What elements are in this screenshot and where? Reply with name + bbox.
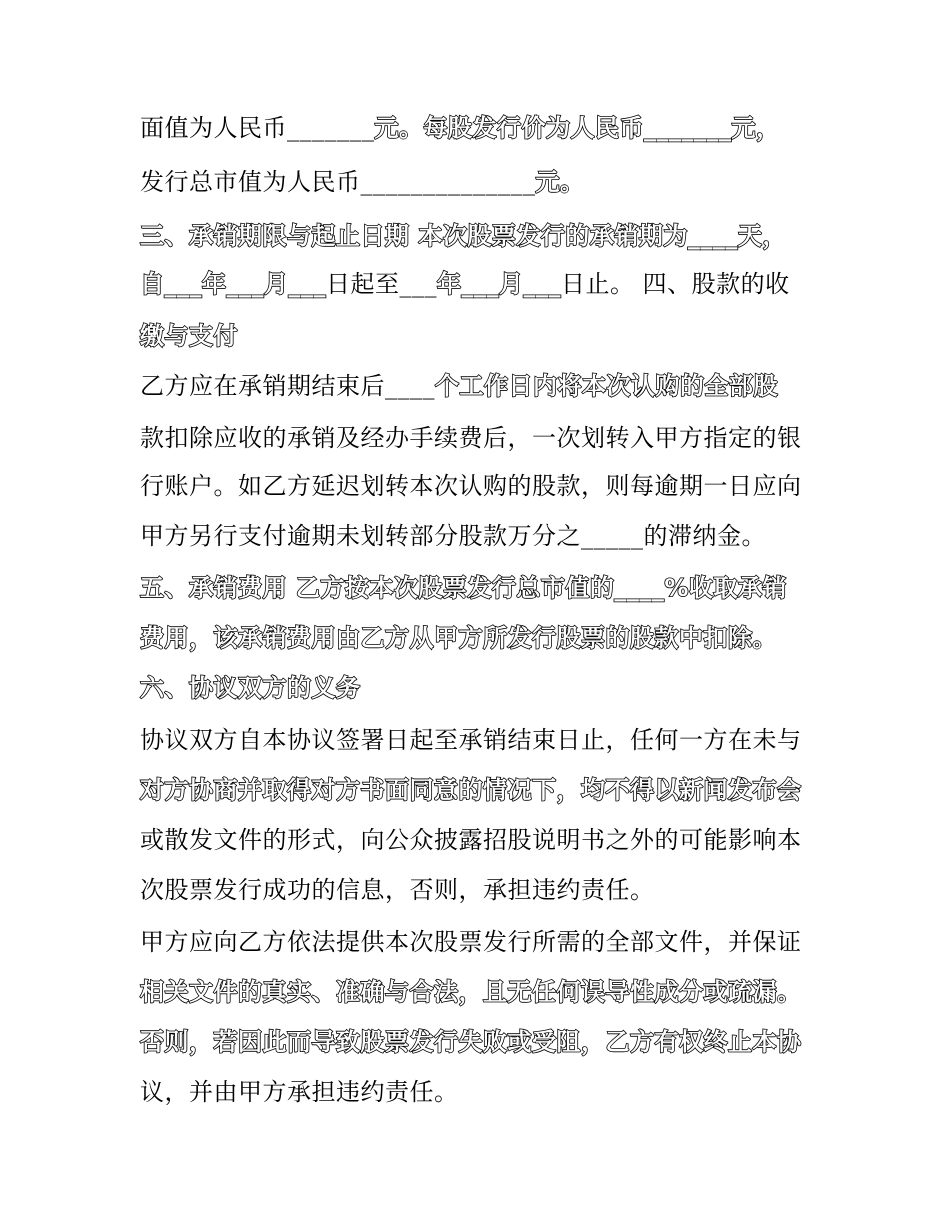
section-heading-line bbox=[140, 216, 787, 256]
text-segment: 元。 bbox=[535, 168, 585, 196]
text-segment: 相关文件的真实、准确与合法，且无任何误导性成分或疏漏。 bbox=[140, 978, 802, 1006]
text-line bbox=[140, 516, 766, 556]
text-segment: 自___年___月___ bbox=[140, 270, 326, 298]
text-segment: 甲方另行支付逾期未划转部分股款万分之_____的滞纳金。 bbox=[140, 522, 766, 550]
text-line bbox=[140, 618, 777, 658]
text-segment: 或散发文件的形式，向公众披露招股说明书之外的可能影响本 bbox=[140, 826, 802, 854]
section-heading-line bbox=[140, 568, 787, 608]
text-line bbox=[140, 108, 781, 148]
text-segment: 行账户。如乙方延迟划转本次认购的股款，则每逾期一日应向 bbox=[140, 472, 802, 500]
text-segment: 缴与支付 bbox=[140, 322, 238, 350]
text-segment: 五、承销费用 乙方按本次股票发行总市值的____%收取承销 bbox=[140, 574, 787, 602]
text-line bbox=[140, 1072, 459, 1112]
text-line bbox=[140, 820, 802, 860]
text-segment: 甲方应向乙方依法提供本次股票发行所需的全部文件，并保证 bbox=[140, 928, 802, 956]
text-segment: 发行总市值为人民币______________ bbox=[140, 168, 536, 196]
text-line bbox=[140, 870, 655, 910]
text-segment: 乙方应在承销期结束后____ bbox=[140, 372, 435, 400]
text-line bbox=[140, 720, 802, 760]
text-line bbox=[140, 466, 802, 506]
text-segment: 年___月___ bbox=[437, 270, 561, 298]
text-segment: 次股票发行成功的信息，否则，承担违约责任。 bbox=[140, 876, 655, 904]
text-segment: 个工作日内将本次认购的全部股 bbox=[435, 372, 778, 400]
text-segment: 款扣除应收的承销及经办手续费后，一次划转入甲方指定的银 bbox=[140, 424, 802, 452]
text-line bbox=[140, 366, 778, 406]
text-line bbox=[140, 418, 802, 458]
section-heading-line bbox=[140, 668, 361, 708]
text-segment: 否则，若因此而导致股票发行失败或受阻，乙方有权终止本协 bbox=[140, 1028, 802, 1056]
text-line bbox=[140, 162, 585, 202]
text-segment: 协议双方自本协议签署日起至承销结束日止，任何一方在未与 bbox=[140, 726, 802, 754]
text-segment: 日起至___ bbox=[326, 270, 437, 298]
text-segment: 三、承销期限与起止日期 本次股票发行的承销期为____天， bbox=[140, 222, 787, 250]
text-segment: 元。每股发行价为人民币_______元， bbox=[374, 114, 781, 142]
text-segment: 议，并由甲方承担违约责任。 bbox=[140, 1078, 459, 1106]
text-segment: 费用，该承销费用由乙方从甲方所发行股票的股款中扣除。 bbox=[140, 624, 777, 652]
text-line bbox=[140, 972, 802, 1012]
text-line bbox=[140, 264, 790, 304]
section-heading-line bbox=[140, 316, 238, 356]
text-line bbox=[140, 1022, 802, 1062]
text-segment: 六、协议双方的义务 bbox=[140, 674, 361, 702]
text-line bbox=[140, 770, 802, 810]
text-line bbox=[140, 922, 802, 962]
text-segment: 对方协商并取得对方书面同意的情况下，均不得以新闻发布会 bbox=[140, 776, 802, 804]
text-segment: 日止。 四、股款的收 bbox=[561, 270, 790, 298]
text-segment: 面值为人民币_______ bbox=[140, 114, 375, 142]
